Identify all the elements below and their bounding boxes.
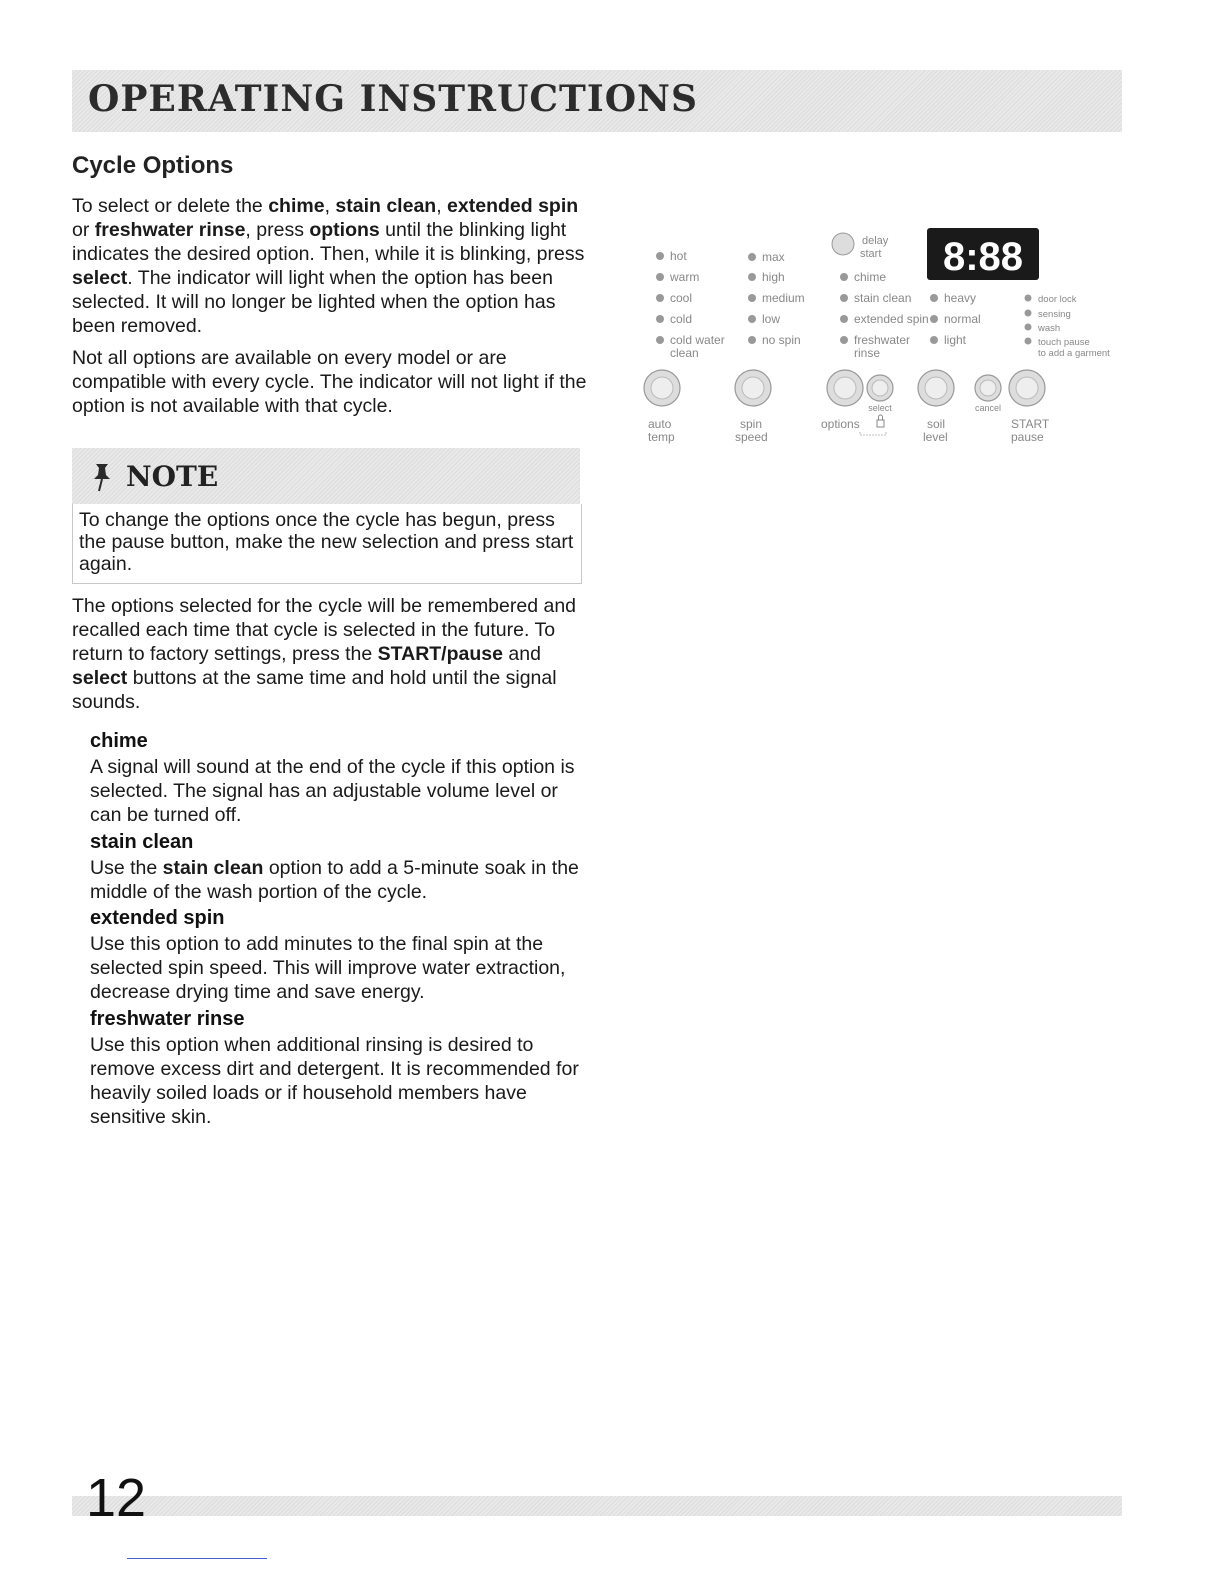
indicator-light	[748, 315, 756, 323]
bold-term-chime: chime	[268, 195, 325, 217]
button-inner-ring	[1016, 377, 1038, 399]
button-inner-ring	[651, 377, 673, 399]
bold-term-options: options	[309, 219, 380, 241]
control-panel-illustration	[640, 220, 1130, 460]
button-inner-ring	[742, 377, 764, 399]
lock-icon	[877, 415, 884, 427]
delay-label: delay	[862, 235, 889, 247]
option-desc-chime: A signal will sound at the end of the cycle if this option is selected. The signal has an adjustable volume level or can be turned off.	[90, 756, 575, 826]
button-label-start: START	[1011, 417, 1050, 431]
soil-label-heavy: heavy	[944, 291, 977, 305]
option-label-chime: chime	[854, 270, 887, 284]
indicator-light	[656, 273, 664, 281]
memory-paragraph	[72, 594, 592, 714]
control-panel-svg	[640, 220, 1130, 460]
text-run: option to add a 5-minute soak in the middle of the wash portion of the cycle.	[90, 857, 579, 903]
status-label-wash: wash	[1038, 323, 1061, 334]
button-label-spin: spin	[740, 417, 763, 431]
select-label: select	[868, 403, 892, 413]
text-run: buttons at the same time and hold until the signal sounds.	[72, 667, 557, 713]
note-title: NOTE	[126, 460, 219, 493]
option-label-rinse: rinse	[854, 346, 881, 360]
button-inner-ring	[872, 380, 888, 396]
indicator-light	[748, 253, 756, 261]
indicator-light	[1025, 324, 1032, 331]
spin-label-low: low	[762, 312, 781, 326]
intro-paragraph	[72, 194, 592, 338]
page-title: OPERATING INSTRUCTIONS	[88, 78, 698, 120]
temp-label-clean: clean	[670, 346, 699, 360]
status-label-touch-pause: touch pause	[1038, 337, 1090, 348]
text-run: and	[502, 643, 541, 665]
text-run: . The indicator will light when the option has been selected. It will no longer be lighted when the option has been removed.	[72, 267, 556, 337]
indicator-light	[656, 252, 664, 260]
option-desc-extended-spin: Use this option to add minutes to the final spin at the selected spin speed. This will improve water extraction, decrease drying time and save energy.	[90, 933, 566, 1003]
soil-label-light: light	[944, 333, 967, 347]
spin-label-max: max	[762, 250, 785, 264]
temperature-indicators	[656, 249, 725, 360]
indicator-light	[1025, 295, 1032, 302]
option-term-freshwater-rinse: freshwater rinse	[90, 1008, 245, 1030]
option-label-freshwater: freshwater	[854, 333, 911, 347]
indicator-light	[840, 294, 848, 302]
footer-band	[72, 1496, 1122, 1516]
bold-term-start-pause: START/pause	[377, 643, 503, 665]
text-run: until the blinking light indicates the desired option. Then, while it is blinking, press	[72, 219, 585, 265]
header-band	[72, 70, 1122, 132]
status-label-sensing: sensing	[1038, 309, 1071, 320]
indicator-light	[840, 273, 848, 281]
button-label-pause: pause	[1011, 430, 1044, 444]
option-term-extended-spin: extended spin	[90, 907, 225, 929]
temp-label-cold: cold	[670, 312, 693, 326]
button-label-speed: speed	[735, 430, 768, 444]
bold-term-freshwater-rinse: freshwater rinse	[94, 219, 246, 241]
note-text: To change the options once the cycle has begun, press the pause button, make the new selection and press start again.	[72, 504, 582, 584]
spin-indicators	[748, 250, 805, 347]
section-heading: Cycle Options	[72, 152, 234, 179]
options-bracket	[860, 432, 886, 435]
indicator-light	[1025, 310, 1032, 317]
button-label-temp: temp	[648, 430, 675, 444]
spin-label-medium: medium	[762, 291, 805, 305]
option-indicators	[840, 270, 929, 360]
temp-label-cool: cool	[670, 291, 693, 305]
indicator-light	[840, 336, 848, 344]
option-label-extended-spin: extended spin	[854, 312, 929, 326]
text-run: ,	[436, 195, 448, 217]
cancel-label: cancel	[974, 403, 1002, 413]
footer-rule	[127, 1558, 267, 1559]
note-box	[72, 448, 580, 580]
option-desc-stain-clean	[90, 856, 590, 904]
spin-label-high: high	[762, 270, 785, 284]
text-run: Use the	[90, 857, 163, 879]
button-inner-ring	[834, 377, 856, 399]
indicator-light	[840, 315, 848, 323]
status-indicators	[1025, 294, 1111, 359]
time-display-digits: 8:88	[942, 235, 1024, 279]
button-label-auto: auto	[648, 417, 672, 431]
soil-indicators	[930, 291, 981, 347]
text-run: ,	[324, 195, 336, 217]
delay-start-button[interactable]	[832, 233, 854, 255]
text-run: , press	[245, 219, 310, 241]
indicator-light	[656, 336, 664, 344]
bold-term-select: select	[72, 267, 128, 289]
text-run: or	[72, 219, 95, 241]
page-number: 12	[86, 1468, 147, 1528]
indicator-light	[656, 294, 664, 302]
soil-label-normal: normal	[944, 312, 981, 326]
button-label-soil: soil	[927, 417, 946, 431]
indicator-light	[748, 336, 756, 344]
start-label: start	[860, 248, 882, 260]
button-label-options: options	[821, 417, 860, 431]
button-label-level: level	[923, 430, 948, 444]
temp-label-warm: warm	[670, 270, 700, 284]
indicator-light	[930, 336, 938, 344]
bold-term-stain-clean: stain clean	[162, 857, 264, 879]
indicator-light	[748, 294, 756, 302]
option-desc-freshwater-rinse: Use this option when additional rinsing is desired to remove excess dirt and detergent. It is recommended for heavily soiled loads or if household members have sensitive skin.	[90, 1034, 579, 1128]
button-row	[644, 370, 1045, 406]
indicator-light	[1025, 338, 1032, 345]
indicator-light	[656, 315, 664, 323]
status-label-door-lock: door lock	[1038, 294, 1077, 305]
availability-paragraph: Not all options are available on every model or are compatible with every cycle. The indicator will not light if the option is not available with that cycle.	[72, 347, 587, 417]
option-label-stain-clean: stain clean	[854, 291, 912, 305]
option-term-chime: chime	[90, 730, 148, 752]
spin-label-no-spin: no spin	[762, 333, 801, 347]
status-label-add-garment: to add a garment	[1038, 348, 1110, 359]
indicator-light	[748, 273, 756, 281]
bold-term-extended-spin: extended spin	[447, 195, 579, 217]
indicator-light	[930, 315, 938, 323]
button-inner-ring	[925, 377, 947, 399]
text-run: The options selected for the cycle will be remembered and recalled each time that cycle is selected in the future. To return to factory settings, press the	[72, 595, 577, 665]
note-header	[72, 448, 580, 504]
bold-term-select: select	[72, 667, 128, 689]
pushpin-icon	[90, 462, 114, 492]
temp-label-hot: hot	[670, 249, 687, 263]
option-term-stain-clean: stain clean	[90, 831, 194, 853]
temp-label-cold-water: cold water	[670, 333, 725, 347]
bold-term-stain-clean: stain clean	[335, 195, 437, 217]
indicator-light	[930, 294, 938, 302]
button-inner-ring	[980, 380, 996, 396]
text-run: To select or delete the	[72, 195, 269, 217]
